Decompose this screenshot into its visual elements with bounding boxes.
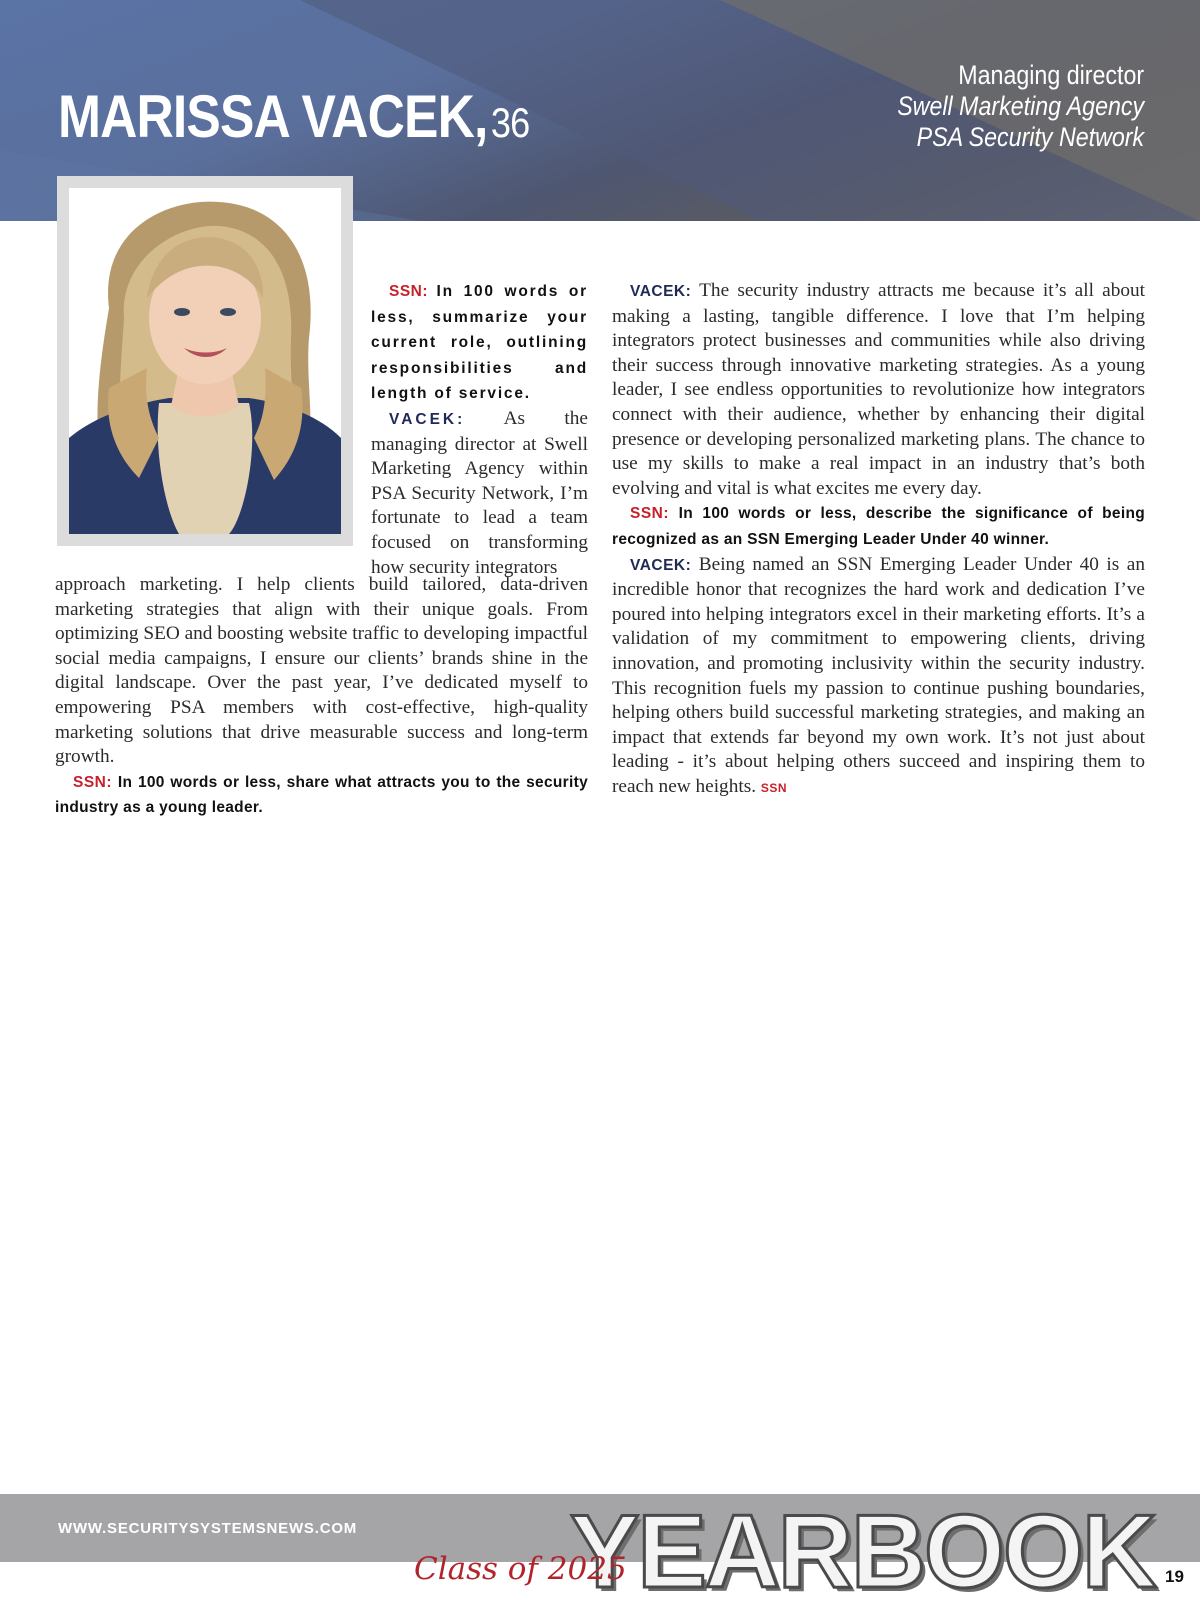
q3-answer-text: Being named an SSN Emerging Leader Under 40 is an incredible honor that recognizes the hard work and dedication I’ve poured into helping integrators excel in their marketing efforts. It’s a validation of my commitment to empowering clients, driving innovation, and promoting inclusivity within the security industry. This recognition fuels my passion to continue pushing boundaries, helping others build successful marketing strategies, and making an impact that extends far beyond my own work. It’s not just about leading - it’s about helping others succeed and inspiring them to reach new heights. bbox=[612, 553, 1145, 797]
q1-answer-start bbox=[371, 407, 588, 580]
profile-company: Swell Marketing Agency bbox=[897, 91, 1144, 121]
yearbook-wordmark: YEARBOOK bbox=[570, 1494, 1155, 1610]
class-of-script: Class of 2025 bbox=[414, 1551, 627, 1587]
portrait-photo-frame bbox=[57, 176, 353, 546]
vacek-label: VACEK: bbox=[630, 556, 692, 574]
q2-question bbox=[55, 770, 588, 821]
ssn-label: SSN: bbox=[630, 505, 670, 523]
profile-name: MARISSA VACEK,36 bbox=[58, 83, 530, 150]
portrait-illustration bbox=[69, 188, 341, 534]
ssn-label: SSN: bbox=[389, 283, 429, 300]
q2-answer-text: The security industry attracts me because it’s all about making a lasting, tangible difference. I love that I’m helping integrators protect businesses and communities while also driving their success through innovative marketing strategies. As a young leader, I see endless opportunities to revolutionize how integrators connect with their audience, whether by enhancing their digital presence or developing personalized marketing plans. The chance to use my skills to make a real impact in an industry that’s both evolving and vital is what excites me every day. bbox=[612, 280, 1145, 499]
q1-answer-continued: approach marketing. I help clients build tailored, data-driven marketing strategies that align with their unique goals. From optimizing SEO and boosting website traffic to developing impactful social media campaigns, I ensure our clients’ brands shine in the digital landscape. Over the past year, I’ve dedicated myself to empowering PSA members with cost-effective, high-quality marketing solutions that drive measurable success and long-term growth. bbox=[55, 574, 588, 768]
q3-question bbox=[612, 501, 1145, 552]
q1-question bbox=[371, 279, 588, 407]
q1-side-text bbox=[371, 279, 588, 580]
profile-titles bbox=[857, 60, 1144, 153]
vacek-label: VACEK: bbox=[630, 283, 692, 300]
profile-role: Managing director bbox=[958, 60, 1144, 90]
footer-website: WWW.SECURITYSYSTEMSNEWS.COM bbox=[58, 1520, 358, 1537]
profile-age: 36 bbox=[490, 99, 530, 146]
q1-answer-side: As the managing director at Swell Marketing Agency within PSA Security Network, I’m fortunate to lead a team focused on transforming how security integrators bbox=[371, 407, 588, 578]
vacek-label: VACEK: bbox=[389, 410, 466, 428]
ssn-label: SSN: bbox=[73, 773, 113, 791]
q2-answer bbox=[612, 279, 1145, 501]
portrait-photo bbox=[69, 188, 341, 534]
right-column-text bbox=[612, 279, 1145, 800]
profile-network: PSA Security Network bbox=[916, 122, 1144, 152]
q1-question-text: In 100 words or less, summarize your current role, outlining responsibilities and length of service. bbox=[371, 283, 589, 403]
page-number: 19 bbox=[1165, 1567, 1184, 1586]
q3-answer bbox=[612, 553, 1145, 801]
q2-question-text: In 100 words or less, share what attracts you to the security industry as a young leader. bbox=[55, 773, 588, 817]
q3-question-text: In 100 words or less, describe the significance of being recognized as an SSN Emerging Leader Under 40 winner. bbox=[612, 505, 1145, 548]
end-mark: SSN bbox=[760, 780, 788, 795]
left-column-text bbox=[55, 573, 588, 821]
